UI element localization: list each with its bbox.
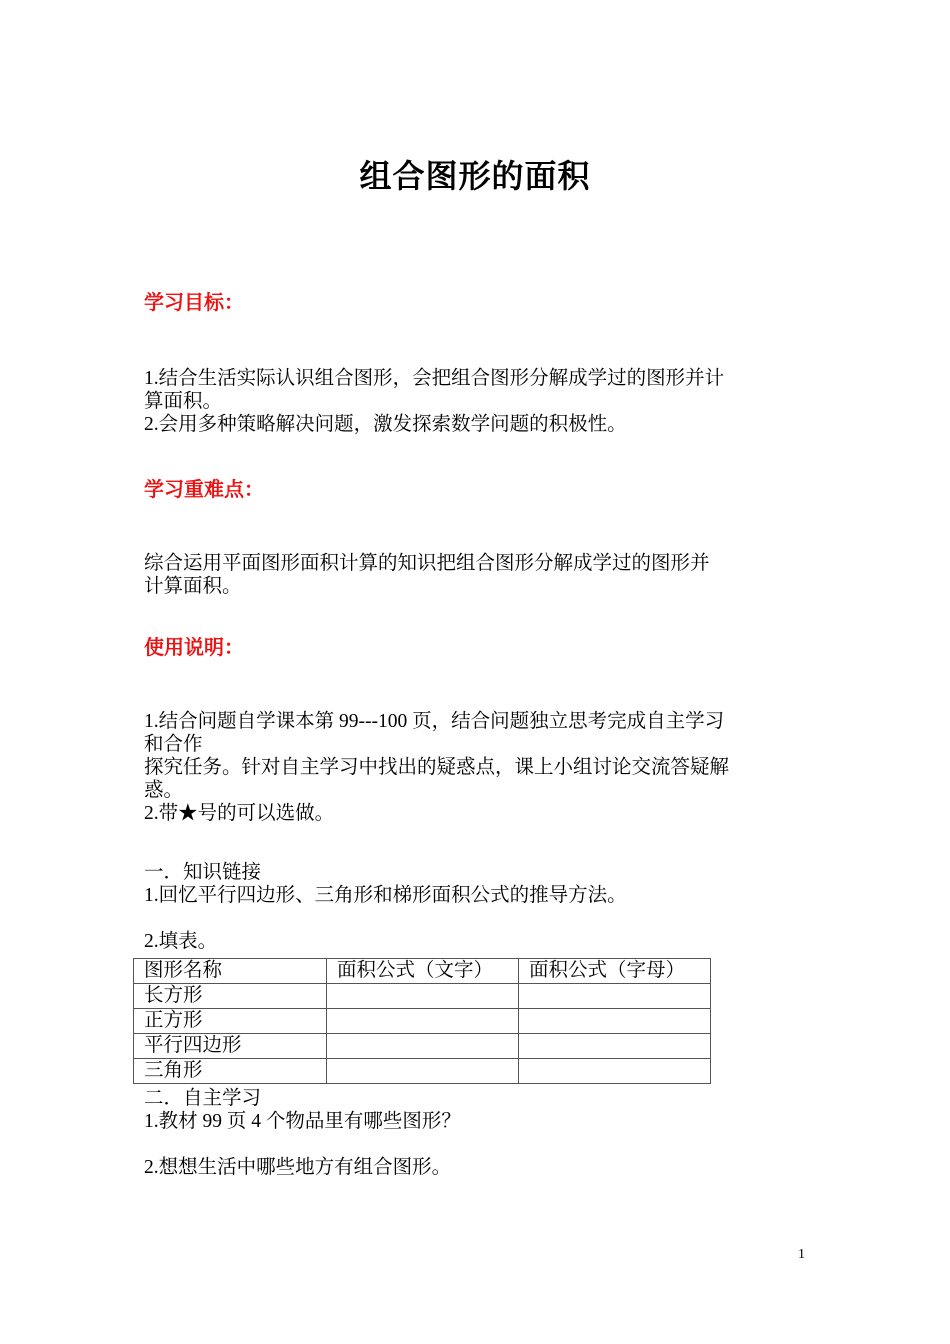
table-cell-formula-letter[interactable] xyxy=(519,1034,711,1059)
key-points-line: 综合运用平面图形面积计算的知识把组合图形分解成学过的图形并 xyxy=(144,553,710,574)
table-row xyxy=(134,1059,711,1084)
knowledge-link-section xyxy=(144,861,814,953)
self-study-section xyxy=(144,1087,814,1179)
table-cell-formula-text[interactable] xyxy=(327,984,519,1009)
table-row xyxy=(134,984,711,1009)
table-cell-formula-text[interactable] xyxy=(327,1034,519,1059)
table-cell-formula-letter[interactable] xyxy=(519,1059,711,1084)
self-study-item: 1.教材 99 页 4 个物品里有哪些图形？ xyxy=(144,1111,461,1132)
table-cell-shape: 平行四边形 xyxy=(134,1034,327,1059)
formula-table xyxy=(133,958,711,1084)
self-study-heading: 二．自主学习 xyxy=(144,1088,262,1109)
knowledge-link-item: 1.回忆平行四边形、三角形和梯形面积公式的推导方法。 xyxy=(144,885,627,906)
objectives-text xyxy=(144,367,814,436)
table-cell-formula-letter[interactable] xyxy=(519,1009,711,1034)
instructions-heading: 使用说明： xyxy=(144,635,244,659)
instructions-line: 惑。 xyxy=(144,780,184,801)
table-cell-shape: 长方形 xyxy=(134,984,327,1009)
table-cell-shape: 三角形 xyxy=(134,1059,327,1084)
page-number: 1 xyxy=(798,1247,805,1262)
objectives-line: 算面积。 xyxy=(144,391,223,412)
self-study-item: 2.想想生活中哪些地方有组合图形。 xyxy=(144,1157,452,1178)
table-cell-shape: 正方形 xyxy=(134,1009,327,1034)
instructions-line: 2.带★号的可以选做。 xyxy=(144,803,335,824)
knowledge-link-heading: 一．知识链接 xyxy=(144,862,262,883)
table-header-row xyxy=(134,959,711,984)
table-cell-formula-text[interactable] xyxy=(327,1059,519,1084)
table-header-cell: 面积公式（文字） xyxy=(327,959,519,984)
key-points-line: 计算面积。 xyxy=(144,576,242,597)
key-points-heading: 学习重难点： xyxy=(144,477,264,501)
table-cell-formula-letter[interactable] xyxy=(519,984,711,1009)
objectives-line: 1.结合生活实际认识组合图形，会把组合图形分解成学过的图形并计 xyxy=(144,368,725,389)
table-row xyxy=(134,1034,711,1059)
table-cell-formula-text[interactable] xyxy=(327,1009,519,1034)
instructions-text xyxy=(144,710,814,825)
knowledge-link-item: 2.填表。 xyxy=(144,931,218,952)
table-header-cell: 图形名称 xyxy=(134,959,327,984)
table-row xyxy=(134,1009,711,1034)
instructions-line: 1.结合问题自学课本第 99---100 页，结合问题独立思考完成自主学习 xyxy=(144,711,725,732)
key-points-text xyxy=(144,552,814,598)
instructions-line: 探究任务。针对自主学习中找出的疑惑点，课上小组讨论交流答疑解 xyxy=(144,757,730,778)
table-header-cell: 面积公式（字母） xyxy=(519,959,711,984)
instructions-line: 和合作 xyxy=(144,734,203,755)
page-title: 组合图形的面积 xyxy=(359,157,591,195)
objectives-heading: 学习目标： xyxy=(144,290,244,314)
objectives-line: 2.会用多种策略解决问题，激发探索数学问题的积极性。 xyxy=(144,414,627,435)
